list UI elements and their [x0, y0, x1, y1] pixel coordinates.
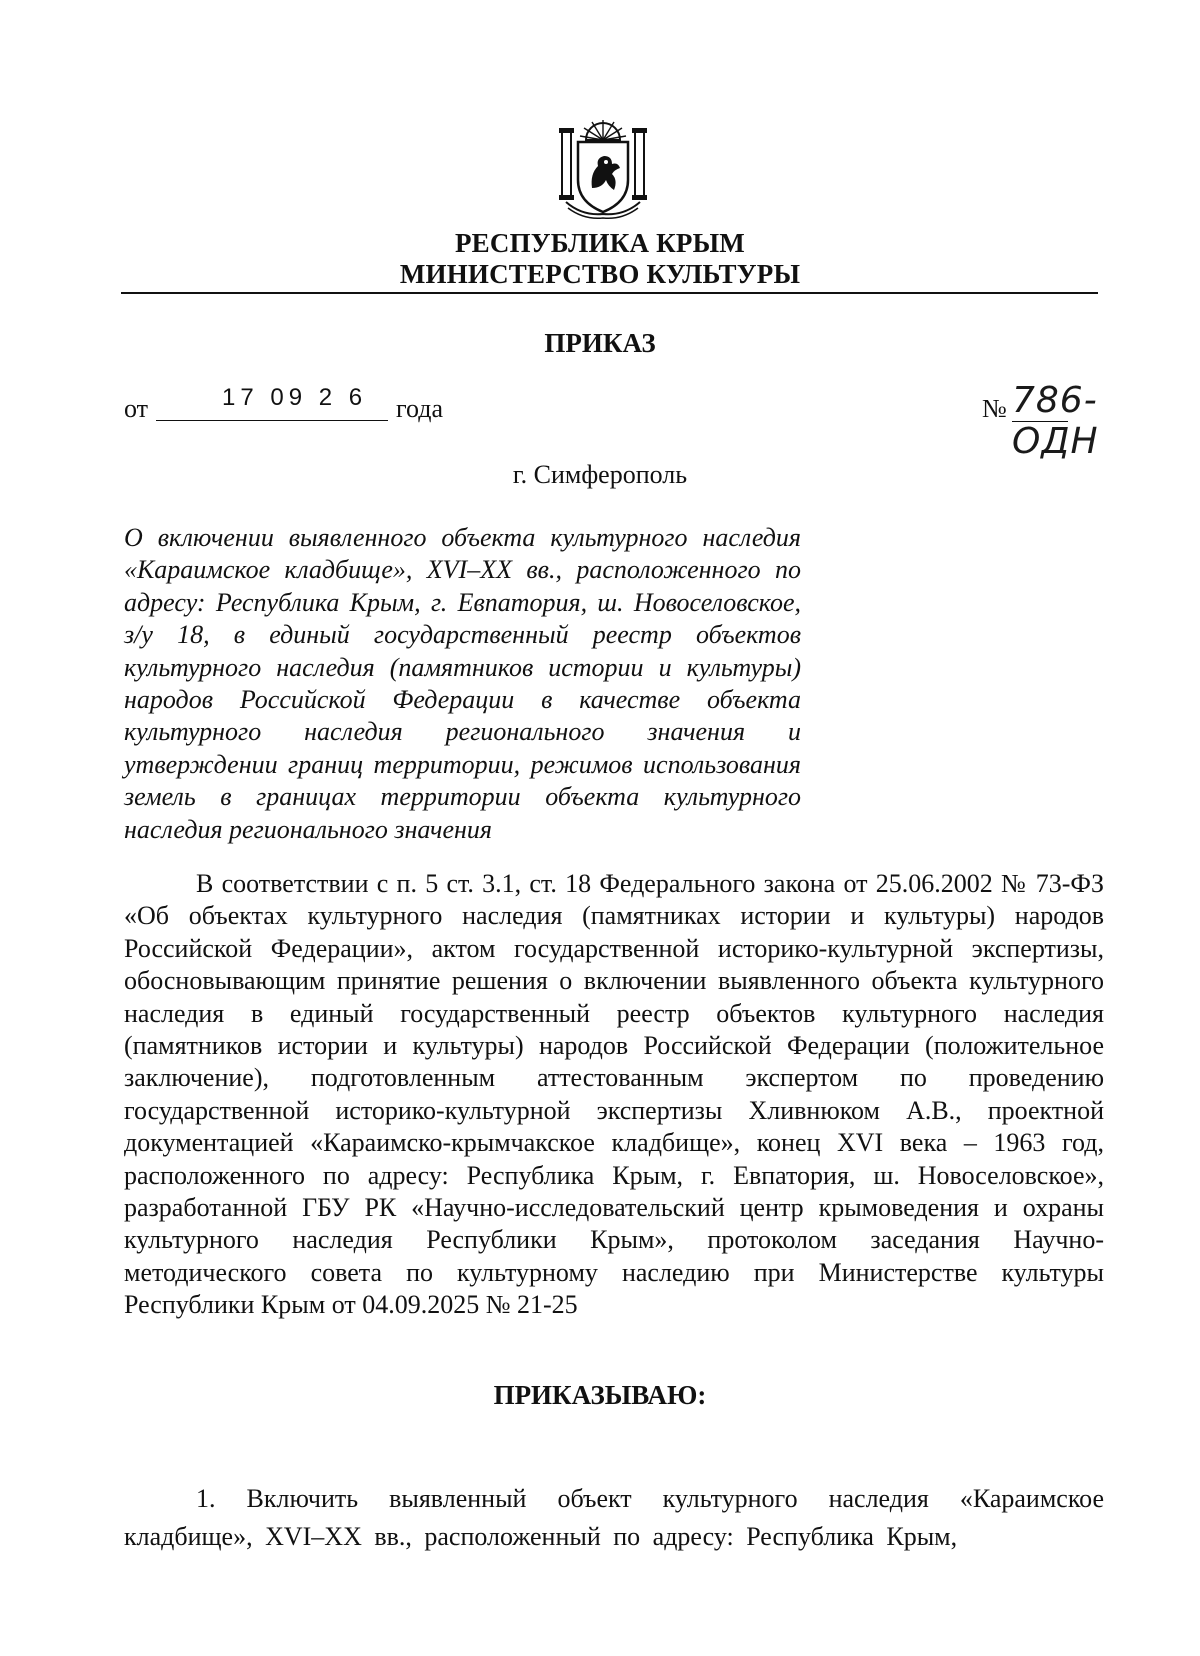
decree-item-1: 1. Включить выявленный объект культурного наследия «Караимское кладбище», XVI–XX вв., расположенный по адресу: Республика Крым,	[124, 1484, 1104, 1551]
date-suffix: года	[396, 394, 444, 423]
order-subject: О включении выявленного объекта культурного наследия «Караимское кладбище», XVI–XX вв., расположенного по адресу: Республика Крым, г. Евпатория, ш. Новоселовское, з/у 18, в единый государственный реестр объектов культурного наследия (памятников истории и культуры) народов Российской Федерации в качестве объекта культурного наследия регионального значения и утверждении границ территории, режимов использования земель в границах территории объекта культурного наследия регионального значения	[124, 523, 801, 844]
number-sign: №	[982, 394, 1007, 423]
crimea-coat-of-arms-icon	[556, 118, 650, 220]
date-underline	[156, 420, 388, 421]
date-stamp: 17 09 2 6	[222, 384, 368, 411]
org-name-ministry: МИНИСТЕРСТВО КУЛЬТУРЫ	[399, 259, 801, 289]
org-name-republic: РЕСПУБЛИКА КРЫМ	[454, 228, 745, 258]
order-title: ПРИКАЗ	[544, 328, 656, 358]
date-prefix: от	[124, 394, 149, 423]
handwritten-number: 786-ОДН	[1012, 380, 1099, 462]
order-date	[124, 384, 464, 430]
preamble-paragraph: В соответствии с п. 5 ст. 3.1, ст. 18 Федерального закона от 25.06.2002 № 73-ФЗ «Об объектах культурного наследия (памятниках истории и культуры) народов Российской Федерации», актом государственной историко-культурной экспертизы, обосновывающим принятие решения о включении выявленного объекта культурного наследия в единый государственный реестр объектов культурного наследия (памятников истории и культуры) народов Российской Федерации (положительное заключение), подготовленным аттестованным экспертом по проведению государственной историко-культурной экспертизы Хливнюком А.В., проектной документацией «Караимско-крымчакское кладбище», конец XVI века – 1963 год, расположенного по адресу: Республика Крым, г. Евпатория, ш. Новоселовское», разработанной ГБУ РК «Научно-исследовательский центр крымоведения и охраны культурного наследия Республики Крым», протоколом заседания Научно-методического совета по культурному наследию при Министерстве культуры Республики Крым от 04.09.2025 № 21-25	[124, 869, 1104, 1320]
order-number	[982, 380, 1142, 462]
issue-city: г. Симферополь	[512, 460, 688, 489]
header-divider	[121, 292, 1098, 294]
decree-heading: ПРИКАЗЫВАЮ:	[493, 1380, 707, 1410]
number-underline	[1012, 421, 1068, 422]
